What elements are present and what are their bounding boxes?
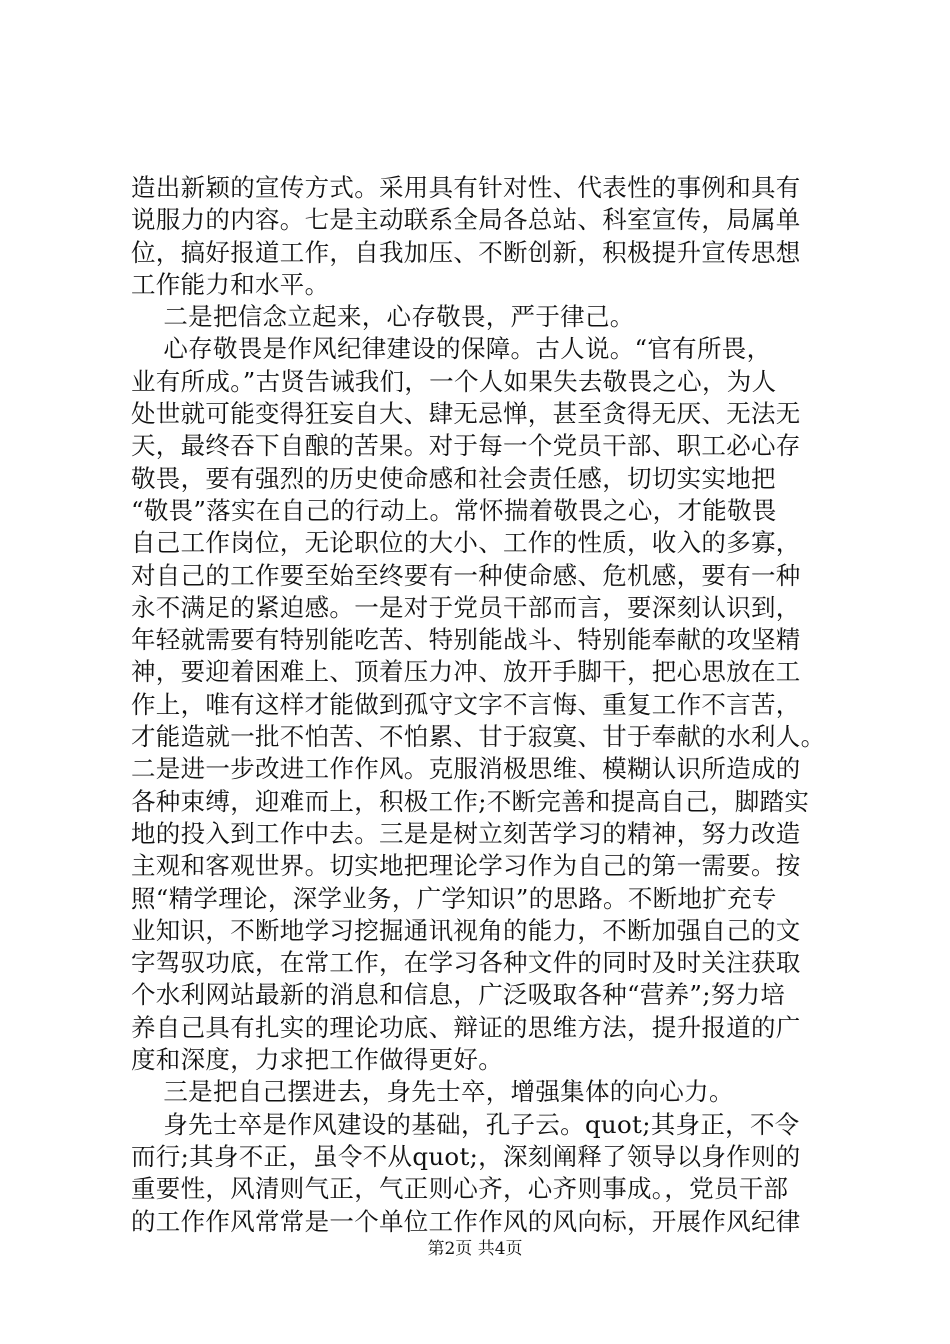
text-line: 处世就可能变得狂妄自大、肆无忌惮，甚至贪得无厌、无法无 bbox=[131, 399, 801, 429]
text-line: 度和深度，力求把工作做得更好。 bbox=[131, 1045, 503, 1075]
text-line: 业知识，不断地学习挖掘通讯视角的能力，不断加强自己的文 bbox=[131, 915, 801, 945]
text-line: 天，最终吞下自酿的苦果。对于每一个党员干部、职工必心存 bbox=[131, 431, 801, 461]
text-line: 年轻就需要有特别能吃苦、特别能战斗、特别能奉献的攻坚精 bbox=[131, 625, 801, 655]
text-line: 业有所成。”古贤告诫我们，一个人如果失去敬畏之心，为人 bbox=[131, 366, 777, 396]
text-line: 神，要迎着困难上、顶着压力冲、放开手脚干，把心思放在工 bbox=[131, 657, 801, 687]
page-footer: 第2页 共4页 bbox=[427, 1239, 523, 1259]
text-line: 工作能力和水平。 bbox=[131, 269, 330, 299]
text-line: 重要性，风清则气正，气正则心齐，心齐则事成。，党员干部 bbox=[131, 1174, 789, 1204]
section-heading: 二是把信念立起来，心存敬畏，严于律己。 bbox=[131, 302, 635, 332]
text-line: 而行;其身不正，虽令不从quot;，深刻阐释了领导以身作则的 bbox=[131, 1141, 801, 1171]
text-line: “敬畏”落实在自己的行动上。常怀揣着敬畏之心，才能敬畏 bbox=[131, 495, 777, 525]
text-line: 才能造就一批不怕苦、不怕累、甘于寂寞、甘于奉献的水利人。 bbox=[131, 722, 826, 752]
text-line: 位，搞好报道工作，自我加压、不断创新，积极提升宣传思想 bbox=[131, 237, 801, 267]
text-line: 说服力的内容。七是主动联系全局各总站、科室宣传，局属单 bbox=[131, 205, 801, 235]
body-text bbox=[131, 172, 831, 1238]
text-line: 心存敬畏是作风纪律建设的保障。古人说。“官有所畏， bbox=[131, 334, 772, 364]
text-line: 身先士卒是作风建设的基础，孔子云。quot;其身正，不令 bbox=[131, 1109, 800, 1139]
text-line: 作上，唯有这样才能做到孤守文字不言悔、重复工作不言苦， bbox=[131, 689, 801, 719]
text-line: 二是进一步改进工作作风。克服消极思维、模糊认识所造成的 bbox=[131, 754, 801, 784]
text-line: 养自己具有扎实的理论功底、辩证的思维方法，提升报道的广 bbox=[131, 1012, 801, 1042]
text-line: 字驾驭功底，在常工作，在学习各种文件的同时及时关注获取 bbox=[131, 948, 801, 978]
text-line: 永不满足的紧迫感。一是对于党员干部而言，要深刻认识到， bbox=[131, 592, 801, 622]
text-line: 的工作作风常常是一个单位工作作风的风向标，开展作风纪律 bbox=[131, 1206, 801, 1236]
text-line: 地的投入到工作中去。三是是树立刻苦学习的精神，努力改造 bbox=[131, 818, 801, 848]
text-line: 自己工作岗位，无论职位的大小、工作的性质，收入的多寡， bbox=[131, 528, 801, 558]
text-line: 照“精学理论，深学业务，广学知识”的思路。不断地扩充专 bbox=[131, 883, 777, 913]
text-line: 个水利网站最新的消息和信息，广泛吸取各种“营养”;努力培 bbox=[131, 980, 786, 1010]
section-heading: 三是把自己摆进去，身先士卒，增强集体的向心力。 bbox=[131, 1077, 734, 1107]
text-line: 敬畏，要有强烈的历史使命感和社会责任感，切切实实地把 bbox=[131, 463, 776, 493]
text-line: 各种束缚，迎难而上，积极工作;不断完善和提高自己，脚踏实 bbox=[131, 786, 810, 816]
text-line: 对自己的工作要至始至终要有一种使命感、危机感，要有一种 bbox=[131, 560, 801, 590]
text-line: 主观和客观世界。切实地把理论学习作为自己的第一需要。按 bbox=[131, 851, 801, 881]
text-line: 造出新颖的宣传方式。采用具有针对性、代表性的事例和具有 bbox=[131, 173, 801, 202]
